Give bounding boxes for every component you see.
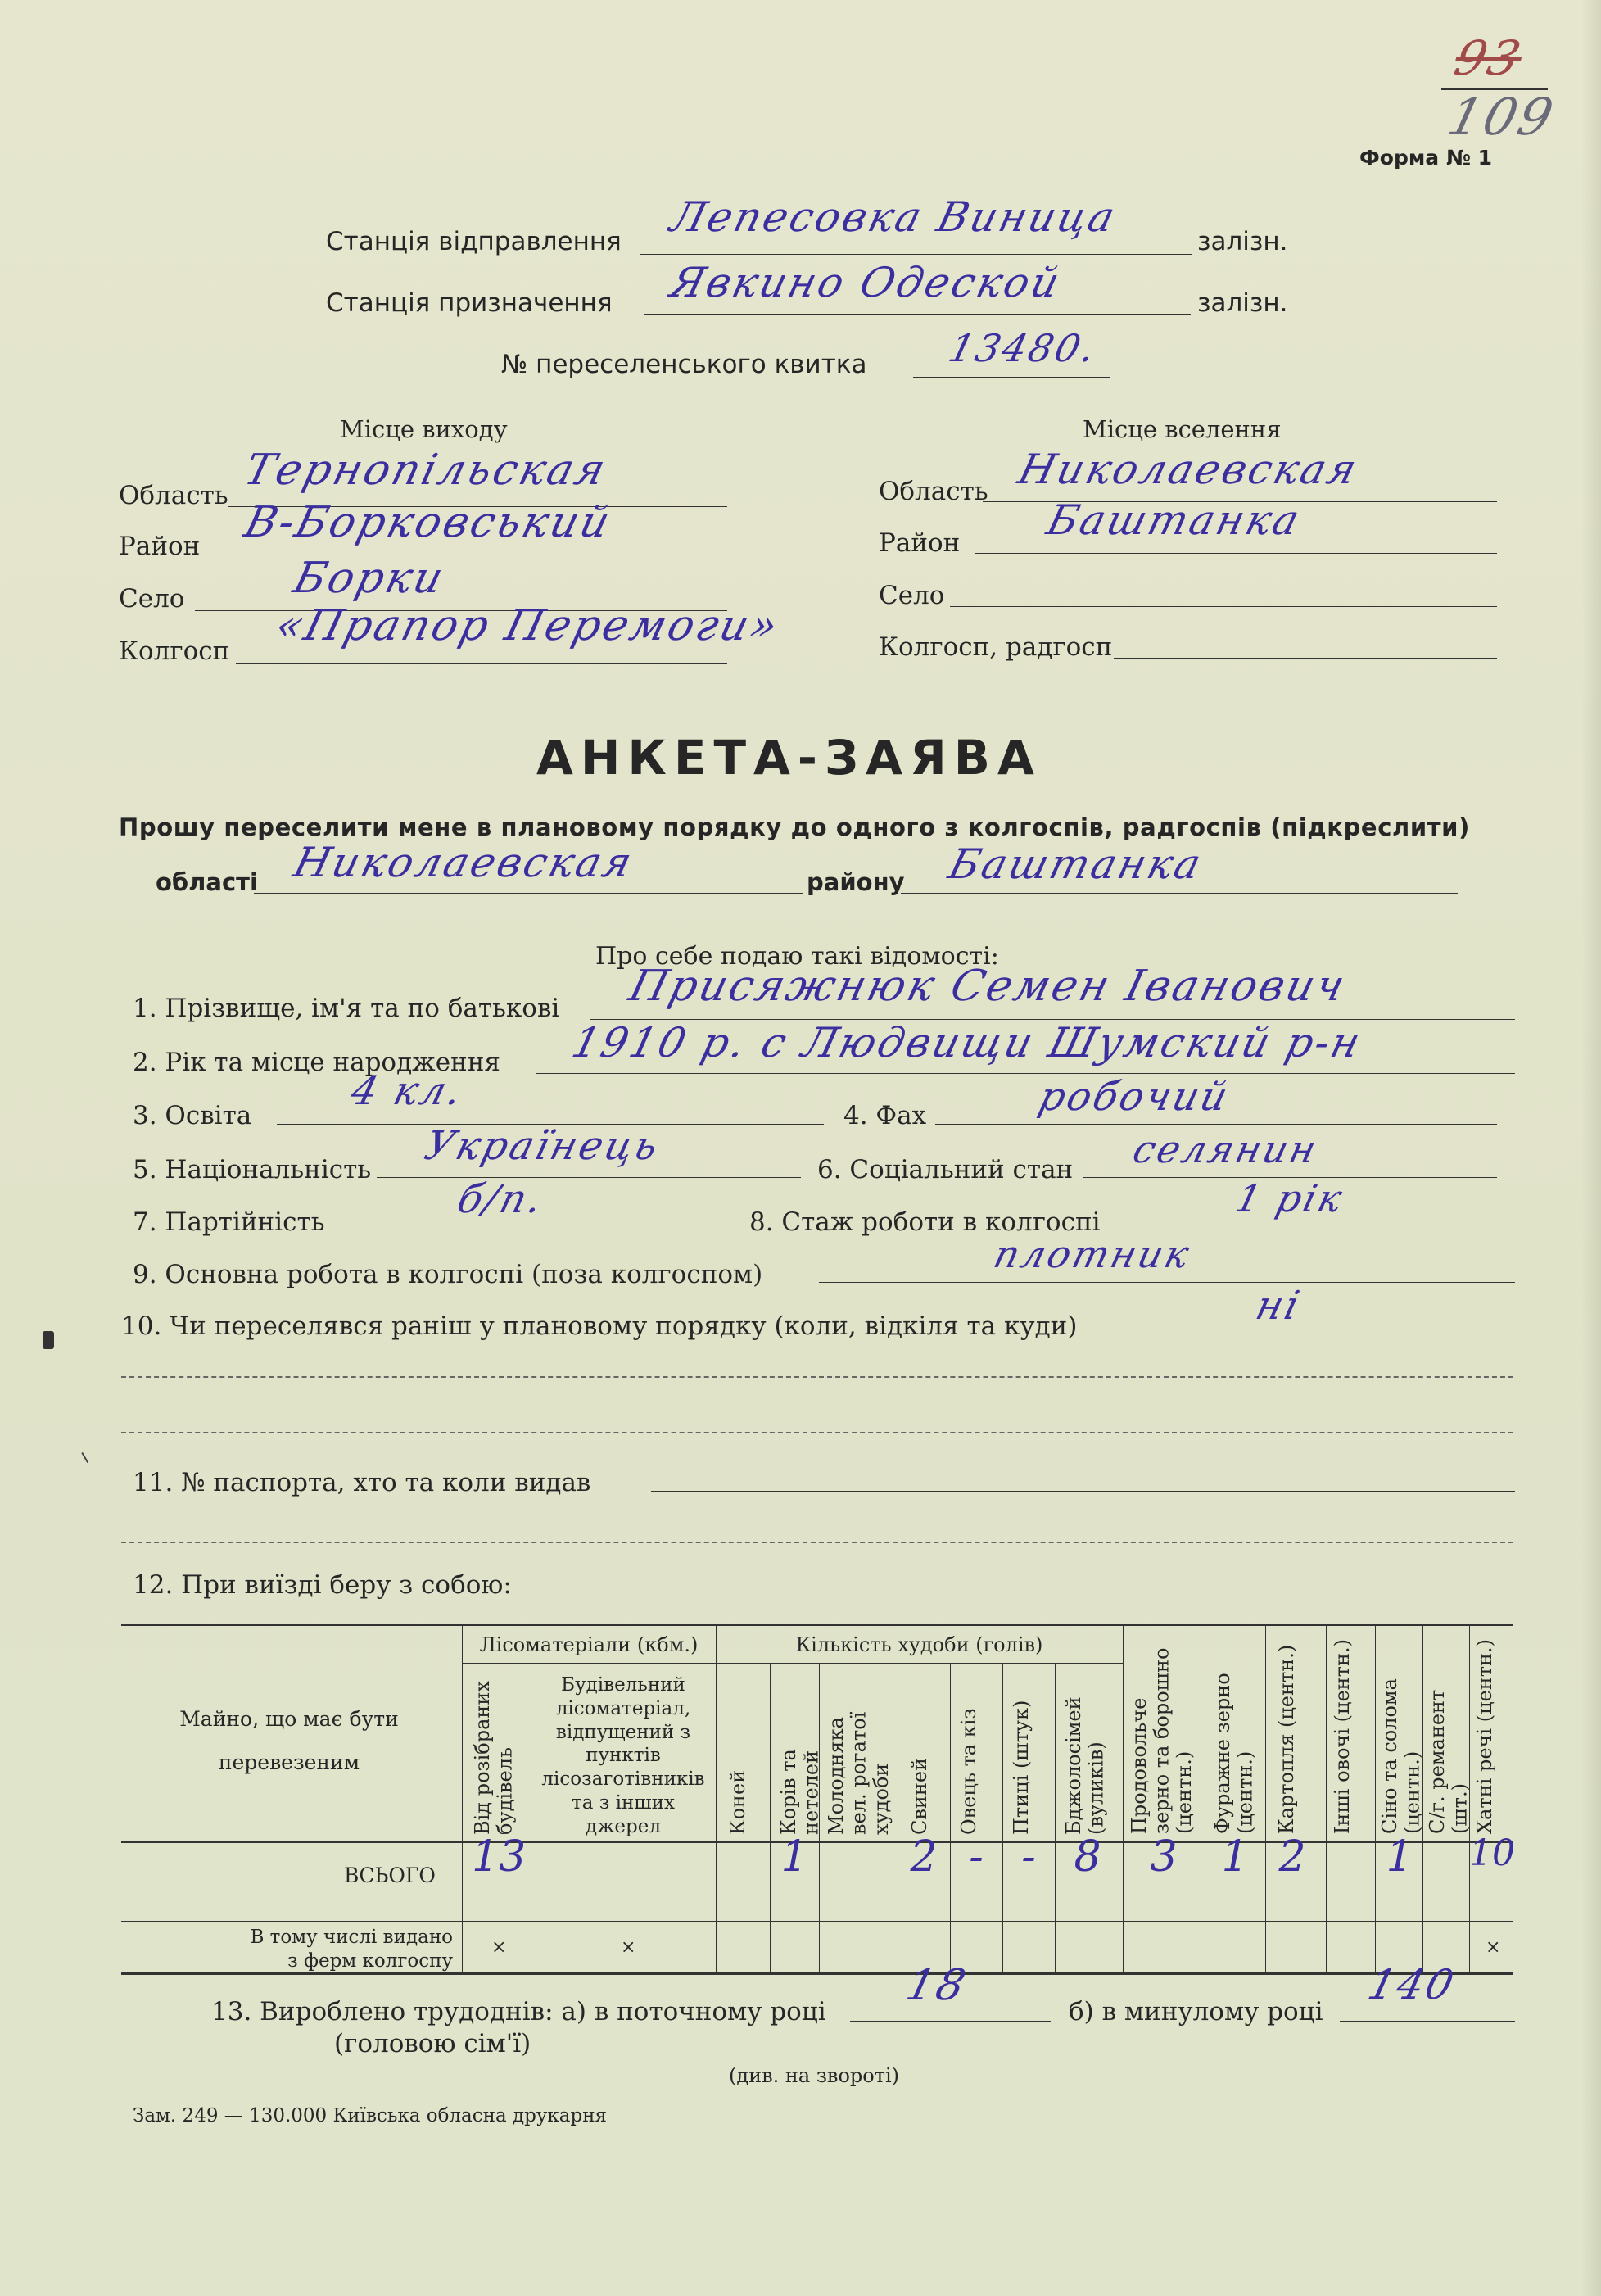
field-10-value: ні bbox=[1251, 1283, 1306, 1329]
document-title: АНКЕТА-ЗАЯВА bbox=[536, 730, 1042, 786]
binding-mark-top bbox=[43, 1331, 54, 1349]
dest-rayon-value: Баштанка bbox=[1042, 496, 1306, 544]
intro-text: Про себе подаю такі відомості: bbox=[595, 942, 999, 971]
field-9-value: плотник bbox=[989, 1232, 1196, 1276]
destination-rail-suffix: залізн. bbox=[1197, 288, 1288, 318]
request-oblast-label: області bbox=[156, 868, 258, 896]
total-hay: 1 bbox=[1386, 1832, 1413, 1882]
origin-selo-value: Борки bbox=[288, 554, 450, 603]
departure-value: Лепесовка Виница bbox=[665, 193, 1122, 241]
archive-number-new: 109 bbox=[1442, 87, 1562, 147]
ticket-value: 13480. bbox=[944, 326, 1102, 370]
header-poultry: Птиці (штук) bbox=[1010, 1700, 1033, 1835]
field-6-label: 6. Соціальний стан bbox=[817, 1155, 1074, 1184]
destination-heading: Місце вселення bbox=[1083, 415, 1282, 443]
origin-rayon-value: В-Борковський bbox=[239, 498, 617, 547]
total-bees: 8 bbox=[1074, 1832, 1101, 1882]
departure-label: Станція відправлення bbox=[326, 227, 622, 256]
header-grain: Продовольче зерно та борошно (центн.) bbox=[1128, 1647, 1196, 1834]
field-3-value: 4 кл. bbox=[346, 1068, 469, 1114]
field-7-label: 7. Партійність bbox=[133, 1207, 325, 1237]
origin-kolhosp-label: Колгосп bbox=[119, 636, 230, 666]
header-property: Майно, що має бути перевезеним bbox=[179, 1707, 399, 1774]
header-vegetables: Інші овочі (центн.) bbox=[1331, 1639, 1354, 1834]
field-6-value: селянин bbox=[1128, 1127, 1323, 1171]
origin-oblast-value: Тернопільская bbox=[239, 446, 613, 495]
total-fodder: 1 bbox=[1221, 1832, 1249, 1882]
page-edge bbox=[1581, 0, 1601, 2296]
header-hay: Сіно та солома (центн.) bbox=[1378, 1678, 1424, 1834]
total-household: 10 bbox=[1469, 1832, 1515, 1874]
total-sheep: - bbox=[969, 1832, 984, 1882]
destination-station-value: Явкино Одеской bbox=[665, 259, 1067, 306]
request-text: Прошу переселити мене в плановому порядку до одного з колгоспів, радгоспів (підкреслити) bbox=[119, 813, 1470, 841]
farm-cross-dismantled: × bbox=[491, 1937, 507, 1958]
header-equipment: С/г. реманент (шт.) bbox=[1426, 1689, 1472, 1834]
archive-number-old: 93 bbox=[1449, 30, 1529, 86]
total-dismantled: 13 bbox=[472, 1832, 527, 1882]
workdays-prev-value: 140 bbox=[1363, 1961, 1461, 2008]
see-reverse: (див. на звороті) bbox=[729, 2064, 900, 2087]
header-sheep: Овець та кіз bbox=[957, 1708, 980, 1835]
field-3-label: 3. Освіта bbox=[133, 1101, 252, 1130]
row-farm-label: В тому числі видано з ферм колгоспу bbox=[250, 1927, 453, 1972]
header-potatoes: Картопля (центн.) bbox=[1275, 1644, 1298, 1834]
field-8-value: 1 рік bbox=[1231, 1176, 1350, 1220]
origin-heading: Місце виходу bbox=[340, 415, 508, 443]
farm-cross-building: × bbox=[621, 1937, 636, 1958]
workdays-prev-label: б) в минулому році bbox=[1069, 1997, 1323, 2027]
row-total-label: ВСЬОГО bbox=[344, 1864, 436, 1887]
header-bees: Бджолосімей (вуликів) bbox=[1062, 1696, 1108, 1835]
field-2-label: 2. Рік та місце народження bbox=[133, 1048, 500, 1077]
dest-selo-label: Село bbox=[879, 581, 945, 610]
total-cows: 1 bbox=[780, 1832, 808, 1882]
origin-selo-label: Село bbox=[119, 584, 185, 614]
header-horses: Коней bbox=[726, 1769, 749, 1835]
field-7-value: б/п. bbox=[453, 1176, 549, 1222]
total-poultry: - bbox=[1021, 1832, 1036, 1882]
header-household: Хатні речі (центн.) bbox=[1473, 1639, 1496, 1834]
origin-kolhosp-value: «Прапор Перемоги» bbox=[270, 601, 785, 650]
origin-oblast-label: Область bbox=[119, 481, 228, 510]
field-8-label: 8. Стаж роботи в колгоспі bbox=[749, 1207, 1101, 1237]
header-young-cattle: Молодняка вел. рогатої худоби bbox=[825, 1711, 893, 1835]
field-5-value: Українець bbox=[420, 1123, 665, 1169]
field-9-label: 9. Основна робота в колгоспі (поза колгоспом) bbox=[133, 1260, 763, 1289]
destination-station-label: Станція призначення bbox=[326, 288, 613, 318]
field-1-label: 1. Прізвище, ім'я та по батькові bbox=[133, 994, 560, 1023]
farm-cross-household: × bbox=[1486, 1937, 1501, 1958]
field-10-label: 10. Чи переселявся раніш у плановому порядку (коли, відкіля та куди) bbox=[121, 1311, 1078, 1341]
origin-rayon-label: Район bbox=[119, 532, 201, 561]
header-lumber-group: Лісоматеріали (кбм.) bbox=[479, 1633, 699, 1656]
workdays-label: 13. Вироблено трудоднів: а) в поточному році bbox=[211, 1997, 826, 2027]
dest-oblast-label: Область bbox=[879, 477, 988, 506]
workdays-current-value: 18 bbox=[901, 1961, 973, 2010]
header-dismantled: Від розібраних будівель bbox=[471, 1681, 517, 1835]
field-1-value: Присяжнюк Семен Іванович bbox=[624, 962, 1352, 1011]
total-potatoes: 2 bbox=[1278, 1832, 1306, 1882]
total-grain: 3 bbox=[1150, 1832, 1178, 1882]
field-4-value: робочий bbox=[1034, 1074, 1235, 1120]
request-rayon-label: району bbox=[807, 868, 905, 896]
belongings-table bbox=[121, 1624, 1513, 1975]
field-2-value: 1910 р. с Людвищи Шумский р-н bbox=[567, 1019, 1368, 1066]
header-fodder: Фуражне зерно (центн.) bbox=[1211, 1673, 1257, 1834]
form-label: Форма № 1 bbox=[1359, 146, 1493, 170]
dest-rayon-label: Район bbox=[879, 528, 961, 558]
dest-oblast-value: Николаевская bbox=[1013, 446, 1364, 493]
dest-kolhosp-label: Колгосп, радгосп bbox=[879, 632, 1113, 662]
departure-rail-suffix: залізн. bbox=[1197, 227, 1288, 256]
total-pigs: 2 bbox=[910, 1832, 938, 1882]
workdays-sub-label: (головою сім'ї) bbox=[334, 2029, 531, 2058]
field-4-label: 4. Фах bbox=[843, 1101, 927, 1130]
request-rayon-value: Баштанка bbox=[943, 840, 1208, 888]
header-building-lumber: Будівельний лісоматеріал, відпущений з пунктів лісозаготівників та з інших джерел bbox=[541, 1674, 705, 1837]
field-12-label: 12. При виїзді беру з собою: bbox=[133, 1570, 512, 1600]
field-5-label: 5. Національність bbox=[133, 1155, 372, 1184]
header-pigs: Свиней bbox=[908, 1757, 931, 1835]
header-livestock-group: Кількість худоби (голів) bbox=[795, 1633, 1043, 1656]
printer-line: Зам. 249 — 130.000 Київська обласна друкарня bbox=[133, 2105, 608, 2126]
request-oblast-value: Николаевская bbox=[288, 839, 640, 886]
field-11-label: 11. № паспорта, хто та коли видав bbox=[133, 1468, 591, 1497]
ticket-label: № переселенського квитка bbox=[501, 350, 867, 379]
header-cows: Корів та нетелей bbox=[777, 1749, 823, 1835]
